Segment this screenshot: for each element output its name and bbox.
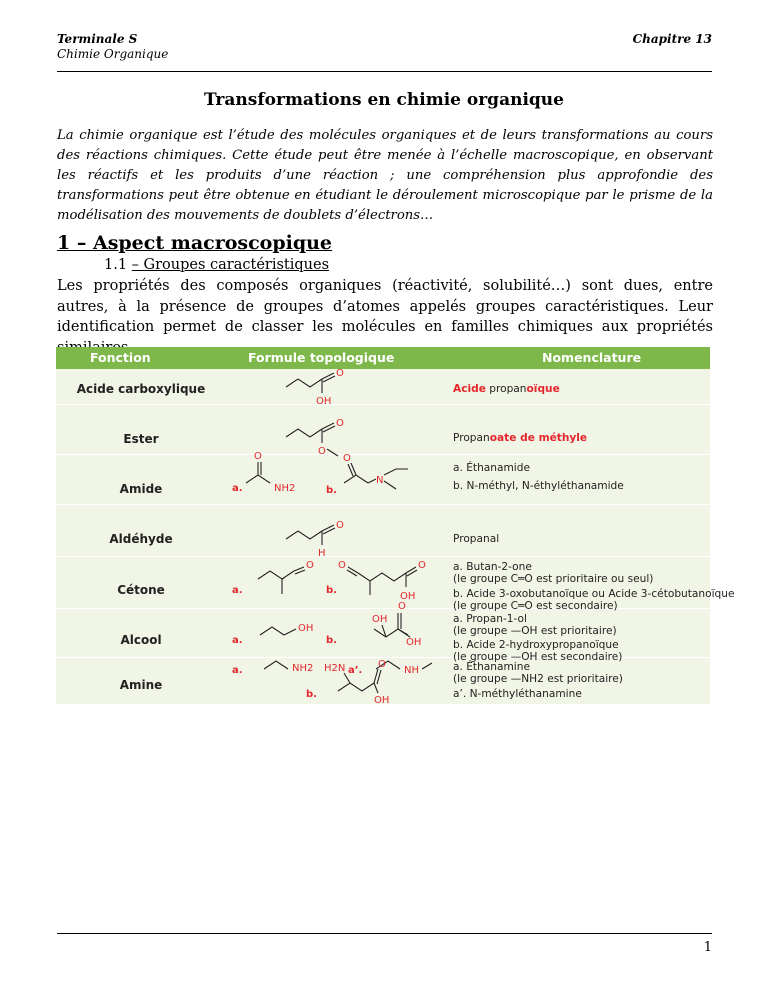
label-b: b. (326, 485, 337, 496)
nom-cetone-1: a. Butan-2-one (453, 561, 532, 573)
nom-amine-2: (le groupe —NH2 est prioritaire) (453, 673, 623, 685)
atom-oh: OH (406, 637, 422, 648)
nom-alcool-2: (le groupe —OH est prioritaire) (453, 625, 617, 637)
atom-o: O (336, 418, 344, 429)
nom-alcool-1: a. Propan-1-ol (453, 613, 527, 625)
atom-nh2: NH2 (274, 483, 296, 494)
footer-rule (57, 933, 712, 934)
nom-amine-3: a’. N-méthyléthanamine (453, 688, 582, 700)
atom-h2n: H2N (324, 663, 346, 674)
atom-o: O (336, 368, 344, 379)
nom-ester-1: Propan (453, 432, 490, 444)
subsection-number: 1.1 (104, 257, 132, 273)
atom-oh: OH (316, 396, 332, 407)
atom-n: N (376, 475, 384, 486)
nom-acide-2: propan (485, 383, 527, 395)
header-subject: Chimie Organique (57, 47, 169, 61)
atom-oh: OH (372, 614, 388, 625)
nom-cetone-3: b. Acide 3-oxobutanoïque ou Acide 3-cétobutanoïque (453, 588, 735, 600)
fonction-amide: Amide (119, 482, 163, 496)
subsection-title: – Groupes caractéristiques (131, 257, 330, 273)
atom-h: H (318, 548, 326, 559)
atom-oh: OH (374, 695, 390, 704)
nom-amide-b: b. N-méthyl, N-éthyléthanamide (453, 480, 624, 492)
atom-o: O (338, 560, 346, 571)
page-title: Transformations en chimie organique (204, 90, 564, 110)
nom-alcool-4: (le groupe —OH est secondaire) (453, 651, 623, 663)
fonction-cetone: Cétone (117, 583, 165, 597)
atom-o: O (254, 451, 262, 462)
nom-amine-1: a. Éthanamine (453, 661, 530, 673)
header-left (57, 32, 168, 62)
label-b: b. (306, 689, 317, 700)
atom-nh: NH (404, 665, 419, 676)
label-a: a. (232, 665, 243, 676)
fonction-alcool: Alcool (120, 633, 162, 647)
atom-o: O (336, 520, 344, 531)
atom-o: O (418, 560, 426, 571)
section-heading: 1 – Aspect macroscopique (57, 232, 333, 254)
header-rule (57, 71, 712, 72)
label-b: b. (326, 585, 337, 596)
nom-ester-2: oate de méthyle (489, 432, 588, 444)
nom-amide-a: a. Éthanamide (453, 462, 530, 474)
atom-oh: OH (400, 591, 416, 602)
nom-acide-3: oïque (526, 383, 560, 395)
header-class: Terminale S (57, 32, 138, 46)
atom-o: O (306, 560, 314, 571)
fonction-aldehyde: Aldéhyde (109, 532, 173, 546)
structures-svg (226, 347, 456, 704)
label-a: a. (232, 635, 243, 646)
atom-o: O (343, 453, 351, 464)
label-a: a. (232, 483, 243, 494)
header-nomenclature: Nomenclature (542, 350, 642, 365)
atom-o: O (398, 601, 406, 612)
header-formule: Formule topologique (248, 350, 395, 365)
nom-alcool-3: b. Acide 2-hydroxypropanoïque (453, 639, 619, 651)
header-fonction: Fonction (90, 350, 151, 365)
intro-paragraph: La chimie organique est l’étude des molécules organiques et de leurs transformations au cours des réactions chimiques. Cette étude peut être menée à l’échelle macroscopique, en observant les réactifs et les produits d’une réaction ; une compréhension plus approfondie des transformations peut être obtenue en étudiant le déroulement microscopique par le prisme de la modélisation des mouvements de doublets d’électrons… (57, 128, 713, 223)
label-a: a. (232, 585, 243, 596)
fonction-ester: Ester (123, 432, 159, 446)
nom-cetone-2: (le groupe C═O est prioritaire ou seul) (453, 573, 654, 585)
atom-o: O (378, 659, 386, 670)
functional-groups-table (56, 347, 735, 704)
page-number: 1 (703, 940, 712, 955)
body-paragraph: Les propriétés des composés organiques (réactivité, solubilité…) sont dues, entre autres, à la présence de groupes d’atomes appelés groupes caractéristiques. Leur identification permet de classer les molécules en familles chimiques aux propriétés (57, 278, 713, 335)
nom-aldehyde: Propanal (453, 533, 500, 545)
fonction-amine: Amine (119, 678, 163, 692)
subsection-heading (104, 257, 329, 273)
header-chapter: Chapitre 13 (632, 32, 712, 46)
atom-nh2: NH2 (292, 663, 314, 674)
label-b: b. (326, 635, 337, 646)
nom-ester (453, 432, 587, 445)
nom-acide-1: Acide (453, 383, 486, 395)
atom-oh: OH (298, 623, 314, 634)
label-a-prime: a’. (348, 665, 363, 676)
nom-acide (453, 383, 560, 396)
fonction-acide: Acide carboxylique (76, 382, 206, 396)
nom-cetone-4: (le groupe C═O est secondaire) (453, 600, 618, 612)
atom-o: O (318, 446, 326, 457)
